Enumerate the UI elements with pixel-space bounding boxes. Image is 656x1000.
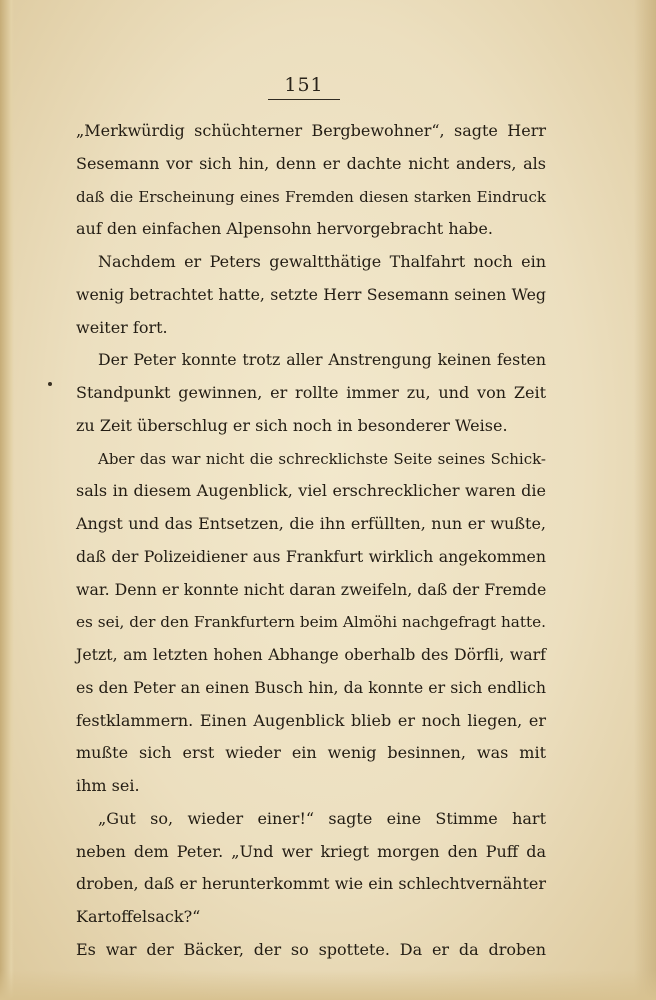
- page-bottom-shadow: [0, 970, 656, 1000]
- text-line: wenig betrachtet hatte, setzte Herr Sesemann seinen Weg: [76, 284, 546, 304]
- body-text: [76, 115, 546, 967]
- page-edge-shadow: [634, 0, 656, 1000]
- text-line: „Merkwürdig schüchterner Bergbewohner“, sagte Herr: [76, 121, 546, 140]
- text-line: auf den einfachen Alpensohn hervorgebracht habe.: [76, 219, 493, 239]
- ink-speck: [48, 382, 52, 386]
- text-line: Sesemann vor sich hin, denn er dachte nicht anders, als: [76, 153, 546, 173]
- text-line: es sei, der den Frankfurtern beim Almöhi nachgefragt hatte.: [76, 613, 546, 632]
- text-line: Aber das war nicht die schrecklichste Seite seines Schick-: [98, 449, 546, 468]
- text-line: daß der Polizeidiener aus Frankfurt wirklich angekommen: [76, 546, 546, 566]
- page-number-rule: [268, 99, 340, 100]
- text-line: zu Zeit überschlug er sich noch in besonderer Weise.: [76, 415, 508, 435]
- text-line: neben dem Peter. „Und wer kriegt morgen den Puff da: [76, 841, 546, 861]
- text-line: Standpunkt gewinnen, er rollte immer zu, und von Zeit: [76, 383, 546, 402]
- text-line: Der Peter konnte trotz aller Anstrengung keinen festen: [98, 350, 546, 370]
- text-line: Es war der Bäcker, der so spottete. Da er da droben: [76, 939, 546, 959]
- text-line: sals in diesem Augenblick, viel erschrecklicher waren die: [76, 481, 546, 501]
- text-line: mußte sich erst wieder ein wenig besinnen, was mit: [76, 743, 546, 763]
- text-line: Jetzt, am letzten hohen Abhange oberhalb des Dörfli, warf: [76, 645, 546, 664]
- text-line: war. Denn er konnte nicht daran zweifeln, daß der Fremde: [76, 579, 547, 599]
- text-line: droben, daß er herunterkommt wie ein schlechtvernähter: [76, 874, 546, 894]
- page-gutter-shadow: [0, 0, 14, 1000]
- text-line: Nachdem er Peters gewaltthätige Thalfahrt noch ein: [98, 252, 546, 271]
- text-line: Kartoffelsack?“: [76, 907, 201, 926]
- text-line: „Gut so, wieder einer!“ sagte eine Stimme hart: [98, 808, 546, 828]
- text-line: es den Peter an einen Busch hin, da konnte er sich endlich: [76, 677, 546, 697]
- text-line: weiter fort.: [76, 317, 168, 337]
- text-line: Angst und das Entsetzen, die ihn erfüllten, nun er wußte,: [76, 514, 546, 533]
- text-line: ihm sei.: [76, 776, 140, 795]
- text-line: festklammern. Einen Augenblick blieb er noch liegen, er: [76, 710, 546, 730]
- page-number: 151: [284, 74, 324, 96]
- text-line: daß die Erscheinung eines Fremden diesen starken Eindruck: [76, 187, 546, 206]
